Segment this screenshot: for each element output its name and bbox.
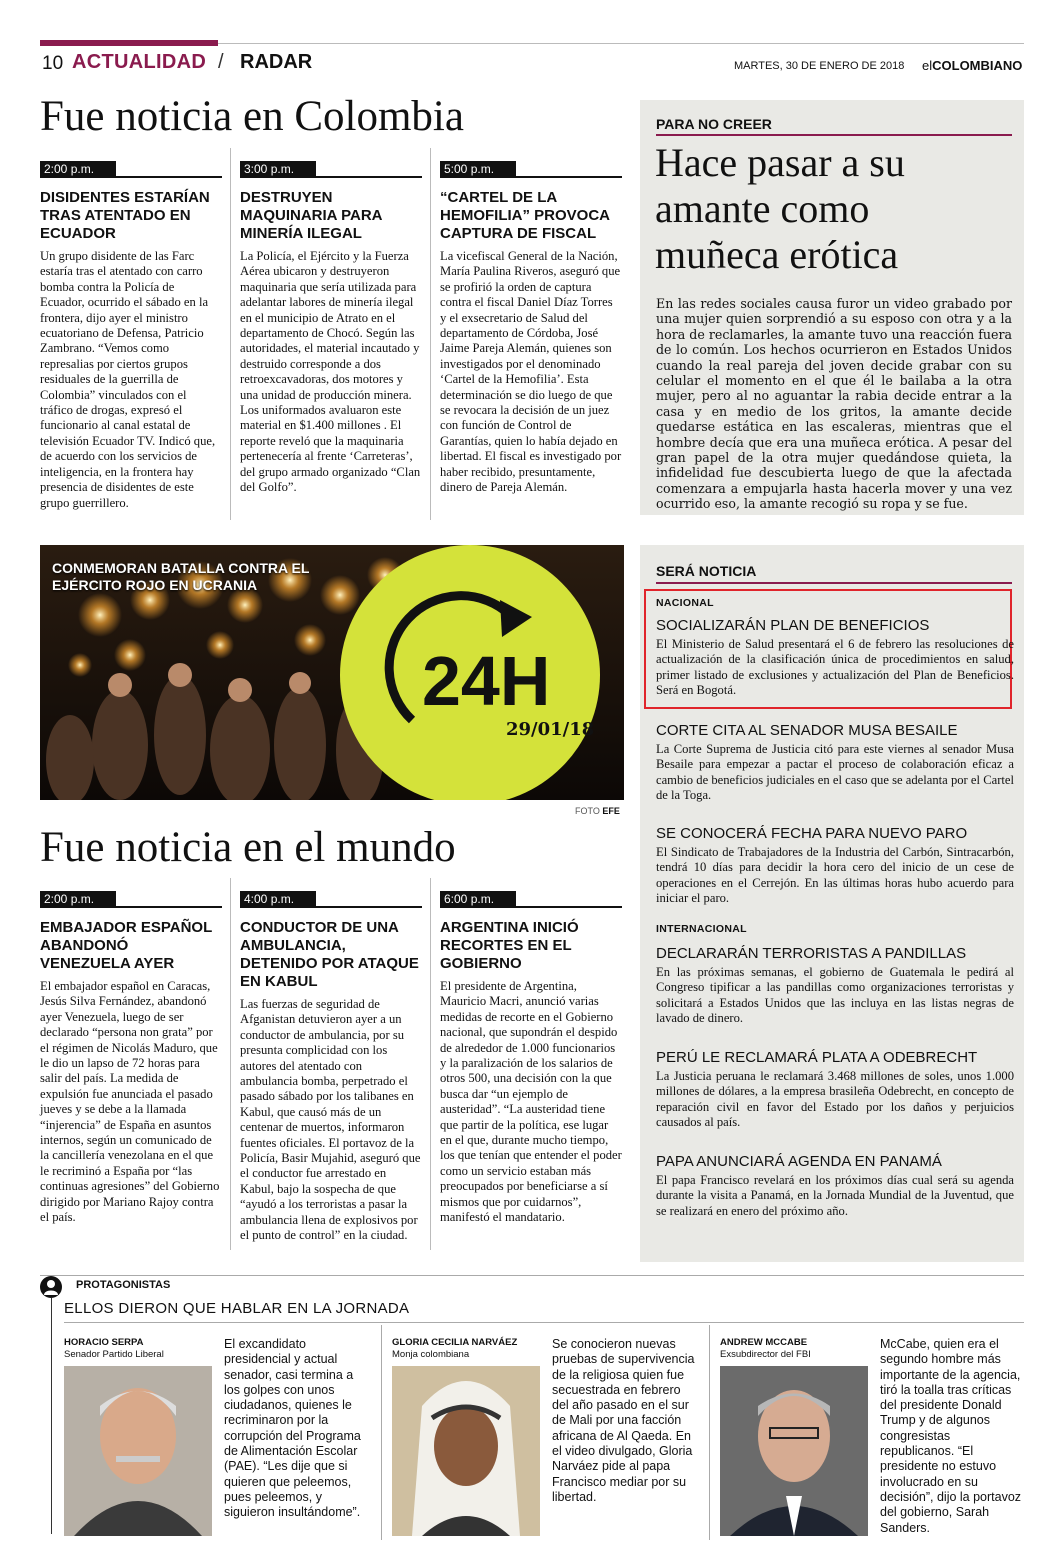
nacional-label: NACIONAL [656,597,714,609]
colombia-article-2 [240,158,422,496]
person-name: HORACIO SERPA [64,1337,144,1348]
protagonistas-kicker: PROTAGONISTAS [76,1279,171,1291]
photo-credit [575,806,620,816]
internacional-item-2 [656,1049,1014,1131]
internacional-item-1 [656,945,1014,1027]
mundo-title: Fue noticia en el mundo [40,824,456,871]
horacio-serpa-photo [64,1366,212,1536]
colombia-article-3 [440,158,622,496]
para-no-creer-headline: Hace pasar a su amante como muñeca erótica [655,140,905,277]
column-divider [230,878,231,1250]
person-role: Monja colombiana [392,1349,470,1360]
issue-date: MARTES, 30 DE ENERO DE 2018 [734,60,905,72]
news-body: La Corte Suprema de Justicia citó para este viernes al senador Musa Besaile para empezar a pactar el proceso de colaboración eficaz a cambio de beneficios judiciales en el caso que se adelanta por el Cartel de la Toga. [656,742,1014,803]
person-name: GLORIA CECILIA NARVÁEZ [392,1337,518,1348]
news-body: El papa Francisco revelará en los próximos días cual será su agenda durante la visita a Panamá, en la Jornada Mundial de la Juventud, que se realizará en enero del próximo año. [656,1173,1014,1218]
person-text: McCabe, quien era el segundo hombre más importante de la agencia, tiró la toalla tras críticas del presidente Donald Trump y de algunos congresistas republicanos. “El presidente no estuvo involucrado en su decisión”, dijo la portavoz del gobierno, Sarah Sanders. [880,1337,1022,1535]
article-time: 5:00 p.m. [440,161,516,177]
article-body: El embajador español en Caracas, Jesús Silva Fernández, abandonó ayer Venezuela, luego de ser declarado “persona non grata” por el régimen de Nicolás Maduro, que le dio un lapso de 72 horas para salir del país. La medida de expulsión fue anunciada el pasado jueves y se debe a la llamada “injerencia” de España en asuntos internos, según un comunicado de la cancillería venezolana en el que le recriminó a España por “las continuas agresiones” del Gobierno dirigido por Mariano Rajoy contra el país. [40,979,220,1225]
page-number: 10 [42,53,64,74]
para-no-creer-body: En las redes sociales causa furor un video grabado por una mujer quien sorprendió a su esposo con otra y a la hora de reclamarles, la amante tuvo una reacción fuera de lo común. Los hechos ocurrieron en Estados Unidos cuando la real pareja del joven decide grabar con su celular el momento en el que él le bailaba a la otra mujer, pero al no aguantar la rabia decide entrar a la casa y en medio de los gritos, la amante decide quedarse estática en las escaleras, mientras que el hombre decía que era una muñeca erótica. A pesar del gran papel de la otra mujer quedándose quieta, la infidelidad fue descubierta luego de que la afectada comenzara a empujarla hasta hacerla mover y una vez ocurrido eso, la amante recogió su ropa y se fue. [656,296,1012,512]
header-accent-bar [40,40,218,46]
protagonistas-rule [40,1275,1024,1276]
person-text: Se conocieron nuevas pruebas de supervivencia de la religiosa quien fue secuestrada en febrero del año pasado en el sur de Mali por una facción africana de Al Qaeda. En el video divulgado, Gloria Narváez pide al papa Francisco mediar por su libertad. [552,1337,695,1504]
section-name: ACTUALIDAD [72,51,207,73]
article-time: 2:00 p.m. [40,891,116,907]
news-headline: CORTE CITA AL SENADOR MUSA BESAILE [656,722,958,739]
internacional-label: INTERNACIONAL [656,923,747,935]
news-body: En las próximas semanas, el gobierno de Guatemala le pedirá al Congreso tipificar a las pandillas como organizaciones terroristas y solicitará a Estados Unidos que las incluya en las listas negras de lavado de dinero. [656,965,1014,1026]
para-no-creer-kicker: PARA NO CREER [656,116,772,132]
nacional-item-1 [656,617,1014,699]
newspaper-brand: COLOMBIANO [932,58,1023,73]
news-body: El Sindicato de Trabajadores de la Industria del Carbón, Sintracarbón, tendrá 10 días para decidir la hora cero del inicio de un cese de operaciones en el Cerrejón. En las últimas horas hubo acuerdo para iniciar el paro. [656,845,1014,906]
header-rule [218,43,1024,44]
news-headline: SOCIALIZARÁN PLAN DE BENEFICIOS [656,617,930,634]
photo-credit-agency: EFE [602,806,620,816]
article-headline: “CARTEL DE LA HEMOFILIA” PROVOCA CAPTURA DE FISCAL [440,189,610,242]
news-headline: SE CONOCERÁ FECHA PARA NUEVO PARO [656,825,968,842]
person-text: El excandidato presidencial y actual senador, casi termina a los golpes con unos ciudadanos, quienes le recriminaron por la corrupción del Programa de Alimentación Escolar (PAE). “Les dije que si quieren que peleemos, pues peleemos, y siguieron insultándome”. [224,1337,361,1520]
article-time: 3:00 p.m. [240,161,316,177]
newspaper-name [922,58,1022,73]
protagonistas-title-rule [64,1322,1024,1323]
article-time: 4:00 p.m. [240,891,316,907]
article-body: Las fuerzas de seguridad de Afganistan detuvieron ayer a un conductor de ambulancia, por su presunta complicidad con los autores del atentado con ambulancia bomba, perpetrado el pasado sábado por los talibanes en Kabul, que causó más de un centenar de muertos, informaron fuentes oficiales. El portavoz de la Policía, Basir Mujahid, aseguró que el conductor fue arrestado en Kabul, bajo la sospecha de que “ayudó a los terroristas a pasar la ambulancia llena de explosivos por el punto de control” en la ciudad. [240,997,421,1243]
andrew-mccabe-photo [720,1366,868,1536]
person-role: Exsubdirector del FBI [720,1349,811,1360]
person-divider [381,1325,382,1540]
article-time: 2:00 p.m. [40,161,116,177]
kicker-rule [656,582,1012,584]
article-body: La Policía, el Ejército y la Fuerza Aérea ubicaron y destruyeron maquinaria que sería utilizada para adelantar labores de minería ilegal en el municipio de Atrato en el departamento de Chocó. Según las autoridades, el material incautado y destruido corresponde a dos retroexcavadoras, dos motores y una unidad de producción minera. Los uniformados avaluaron este material en $1.400 millones . El reporte reveló que la maquinaria pertenecería al frente ‘Carreteras’, del grupo armado organizado “Clan del Golfo”. [240,249,421,495]
subsection-name: RADAR [240,51,313,73]
mundo-article-1 [40,888,222,1226]
nacional-item-2 [656,722,1014,804]
news-headline: DECLARARÁN TERRORISTAS A PANDILLAS [656,945,967,962]
article-headline: DESTRUYEN MAQUINARIA PARA MINERÍA ILEGAL [240,189,382,242]
person-role: Senador Partido Liberal [64,1349,164,1360]
colombia-title: Fue noticia en Colombia [40,93,464,140]
kicker-rule [656,134,1012,136]
article-body: La vicefiscal General de la Nación, María Paulina Riveros, aseguró que se profirió la orden de captura contra el fiscal Daniel Díaz Torres y el exsecretario de Salud del departamento de Córdoba, José Jaime Pareja Alemán, quienes son investigados por el denominado ‘Cartel de la Hemofilia’. Esta determinación se dio luego de que se revocara la decisión de un juez con función de Control de Garantías, quien lo había dejado en libertad. El fiscal es investigado por haber recibido, presuntamente, dinero de Pareja Alemán. [440,249,622,495]
colombia-article-1 [40,158,222,511]
person-name: ANDREW MCCABE [720,1337,808,1348]
section-slash: / [218,51,224,73]
gloria-narvaez-photo [392,1366,540,1536]
logo-text: 24H [422,642,551,720]
photo-caption: CONMEMORAN BATALLA CONTRA EL EJÉRCITO ROJO EN UCRANIA [52,560,310,593]
news-headline: PERÚ LE RECLAMARÁ PLATA A ODEBRECHT [656,1049,978,1066]
mundo-article-3 [440,888,622,1226]
logo-date: 29/01/18 [506,719,595,740]
internacional-item-3 [656,1153,1014,1219]
sera-noticia-kicker: SERÁ NOTICIA [656,563,757,579]
photo-credit-label: FOTO [575,806,600,816]
news-headline: PAPA ANUNCIARÁ AGENDA EN PANAMÁ [656,1153,942,1170]
nacional-item-3 [656,825,1014,907]
person-icon [40,1276,62,1298]
news-body: La Justicia peruana le reclamará 3.468 millones de soles, unos 1.000 millones de dólares, a la empresa brasileña Odebrecht, en concepto de reparación civil en favor del Estado por los daños y perjuicios causados al país. [656,1069,1014,1130]
article-headline: DISIDENTES ESTARÍAN TRAS ATENTADO EN ECUADOR [40,189,210,242]
article-headline: EMBAJADOR ESPAÑOL ABANDONÓ VENEZUELA AYER [40,919,212,972]
article-body: El presidente de Argentina, Mauricio Macri, anunció varias medidas de recorte en el Gobierno nacional, que supondrán el despido de alrededor de 1.000 funcionarios y la paralización de los salarios de otros 500, una decisión con la que busca dar “un ejemplo de austeridad”. “La austeridad tiene que partir de la política, ese lugar en el que, durante mucho tiempo, los que tenían que entender el poder como un servicio estaban más preocupados por beneficiarse a sí mismos que por cuidarnos”, manifestó el mandatario. [440,979,622,1225]
protagonistas-title: ELLOS DIERON QUE HABLAR EN LA JORNADA [64,1300,410,1317]
article-headline: CONDUCTOR DE UNA AMBULANCIA, DETENIDO POR ATAQUE EN KABUL [240,919,419,990]
news-body: El Ministerio de Salud presentará el 6 de febrero las resoluciones de actualización de la clasificación única de procedimientos en salud, primer listado de exclusiones y actualización del Plan de Beneficios. Será en Bogotá. [656,637,1014,698]
person-divider [709,1325,710,1540]
column-divider [430,878,431,1250]
column-divider [230,148,231,520]
article-time: 6:00 p.m. [440,891,516,907]
newspaper-prefix: el [922,58,933,73]
article-headline: ARGENTINA INICIÓ RECORTES EN EL GOBIERNO [440,919,579,972]
column-divider [430,148,431,520]
mundo-article-2 [240,888,422,1244]
article-body: Un grupo disidente de las Farc estaría tras el atentado con carro bomba contra la Policía de Ecuador, ocurrido el sábado en la frontera, dijo ayer el ministro ecuatoriano de Defensa, Patricio Zambrano. “Vemos como represalias por ciertos grupos residuales de la guerrilla de Colombia” vinculados con el tráfico de drogas, expresó el funcionario al canal estatal de televisión Ecuador TV. Indicó que, de acuerdo con los servicios de inteligencia, en la frontera hay presencia de disidentes de este grupo guerrillero. [40,249,216,510]
protagonistas-side-rule [51,1298,52,1534]
